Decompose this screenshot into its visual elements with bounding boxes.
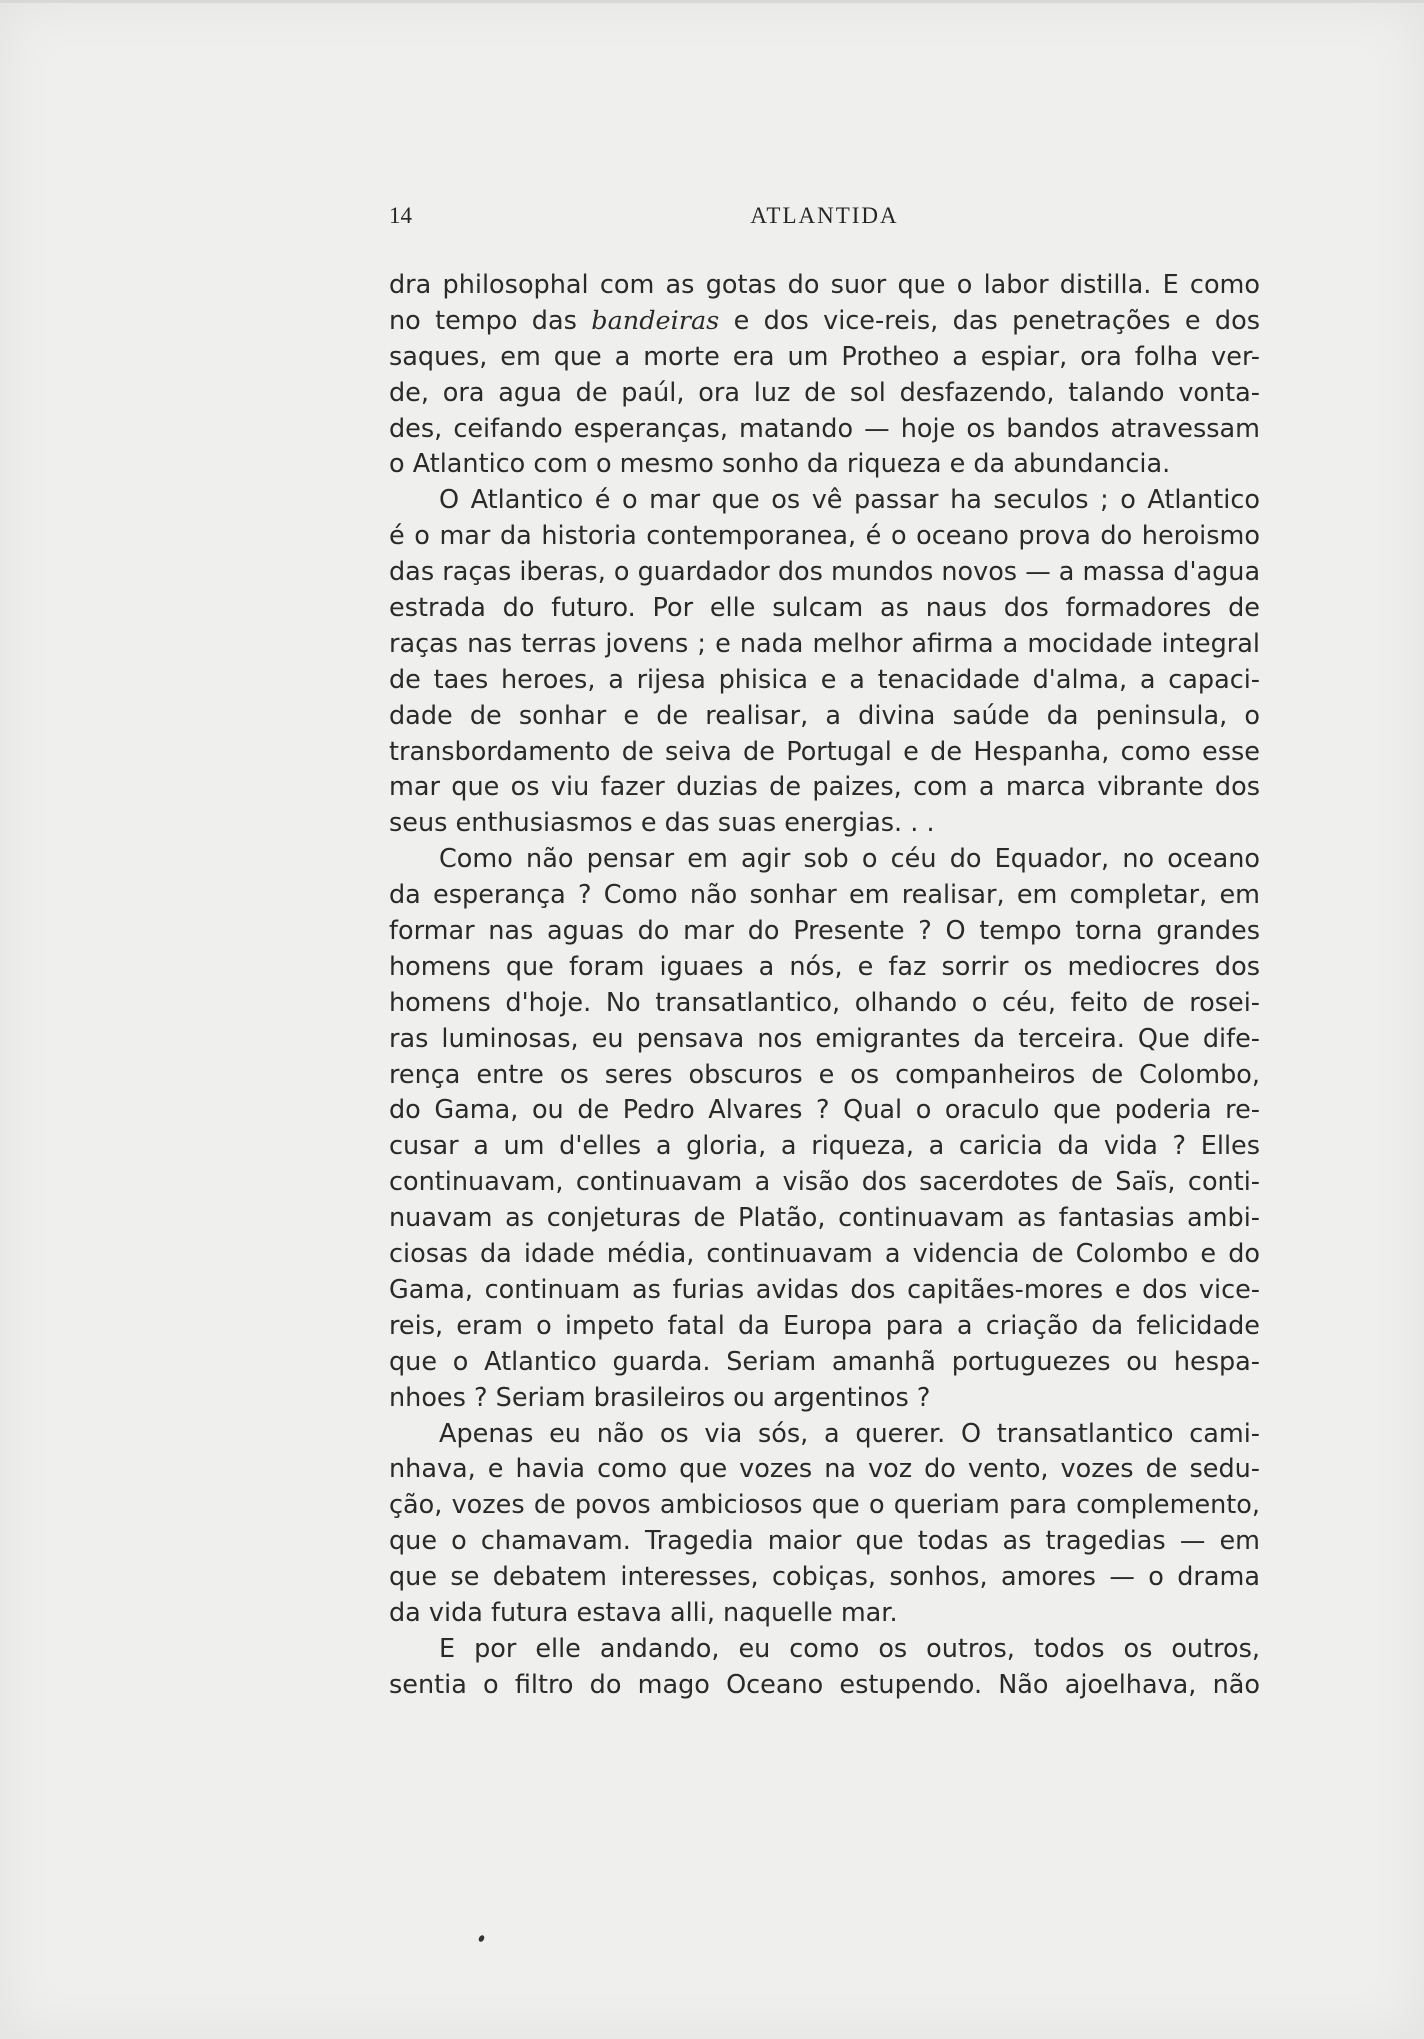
text-line (389, 304, 1260, 340)
text-line: saques, em que a morte era um Protheo a espiar, ora folha ver- (389, 341, 1260, 372)
text-line: da vida futura estava alli, naquelle mar. (389, 1597, 898, 1628)
text-line: mar que os viu fazer duzias de paizes, com a marca vibrante dos (389, 772, 1260, 803)
text-line: Como não pensar em agir sob o céu do Equador, no oceano (439, 844, 1260, 875)
text-line-segment: e dos vice-reis, das penetrações e dos (719, 305, 1261, 336)
text-line: nuavam as conjeturas de Platão, continuavam as fantasias ambi- (389, 1203, 1260, 1234)
text-line: que o chamavam. Tragedia maior que todas as tragedias — em (389, 1526, 1260, 1557)
text-line: reis, eram o impeto fatal da Europa para a criação da felicidade (389, 1310, 1260, 1341)
text-line: transbordamento de seiva de Portugal e de Hespanha, como esse (389, 736, 1260, 767)
running-head (389, 203, 1260, 239)
text-line: des, ceifando esperanças, matando — hoje os bandos atravessam (389, 413, 1260, 444)
text-line: Apenas eu não os via sós, a querer. O transatlantico cami- (439, 1418, 1260, 1449)
text-body (389, 268, 1260, 1704)
text-line: raças nas terras jovens ; e nada melhor afirma a mocidade integral (389, 628, 1260, 659)
page-number: 14 (389, 203, 412, 228)
text-line: formar nas aguas do mar do Presente ? O tempo torna grandes (389, 916, 1260, 947)
text-line: de taes heroes, a rijesa phisica e a tenacidade d'alma, a capaci- (389, 664, 1260, 695)
text-line: nhoes ? Seriam brasileiros ou argentinos ? (389, 1382, 931, 1413)
text-line: que se debatem interesses, cobiças, sonhos, amores — o drama (389, 1562, 1260, 1593)
italic-term: bandeiras (591, 305, 720, 336)
text-line: da esperança ? Como não sonhar em realisar, em completar, em (389, 880, 1260, 911)
text-line: rença entre os seres obscuros e os companheiros de Colombo, (389, 1059, 1260, 1090)
text-line: homens d'hoje. No transatlantico, olhando o céu, feito de rosei- (389, 987, 1260, 1018)
text-line: das raças iberas, o guardador dos mundos novos — a massa d'agua (389, 557, 1261, 588)
text-line: do Gama, ou de Pedro Alvares ? Qual o oraculo que poderia re- (389, 1095, 1260, 1126)
text-line: que o Atlantico guarda. Seriam amanhã portuguezes ou hespa- (389, 1346, 1260, 1377)
text-line: dra philosophal com as gotas do suor que o labor distilla. E como (389, 270, 1260, 300)
text-line: de, ora agua de paúl, ora luz de sol desfazendo, talando vonta- (389, 377, 1260, 408)
text-line: E por elle andando, eu como os outros, todos os outros, (439, 1633, 1260, 1664)
page-top-edge (0, 0, 1424, 3)
text-line: continuavam, continuavam a visão dos sacerdotes de Saïs, conti- (389, 1167, 1260, 1198)
text-line: ras luminosas, eu pensava nos emigrantes da terceira. Que dife- (389, 1023, 1260, 1054)
text-line-segment: no tempo das (389, 305, 592, 336)
text-line: dade de sonhar e de realisar, a divina saúde da peninsula, o (389, 700, 1260, 731)
text-line: nhava, e havia como que vozes na voz do vento, vozes de sedu- (389, 1454, 1260, 1485)
text-line: o Atlantico com o mesmo sonho da riqueza e da abundancia. (389, 449, 1171, 480)
text-line: é o mar da historia contemporanea, é o oceano prova do heroismo (389, 521, 1260, 552)
running-title: ATLANTIDA (750, 203, 899, 228)
text-line: Gama, continuam as furias avidas dos capitães-mores e dos vice- (389, 1274, 1260, 1305)
text-line: cusar a um d'elles a gloria, a riqueza, a caricia da vida ? Elles (389, 1131, 1260, 1162)
text-line: homens que foram iguaes a nós, e faz sorrir os mediocres dos (389, 951, 1260, 982)
ink-speck (478, 1934, 486, 1943)
text-line: sentia o filtro do mago Oceano estupendo. Não ajoelhava, não (389, 1669, 1260, 1700)
text-line: O Atlantico é o mar que os vê passar ha seculos ; o Atlantico (439, 485, 1260, 516)
text-line: ciosas da idade média, continuavam a videncia de Colombo e do (389, 1239, 1260, 1270)
text-line: seus enthusiasmos e das suas energias. . . (389, 808, 935, 839)
text-line: estrada do futuro. Por elle sulcam as naus dos formadores de (389, 593, 1260, 624)
text-line: ção, vozes de povos ambiciosos que o queriam para complemento, (389, 1490, 1260, 1521)
